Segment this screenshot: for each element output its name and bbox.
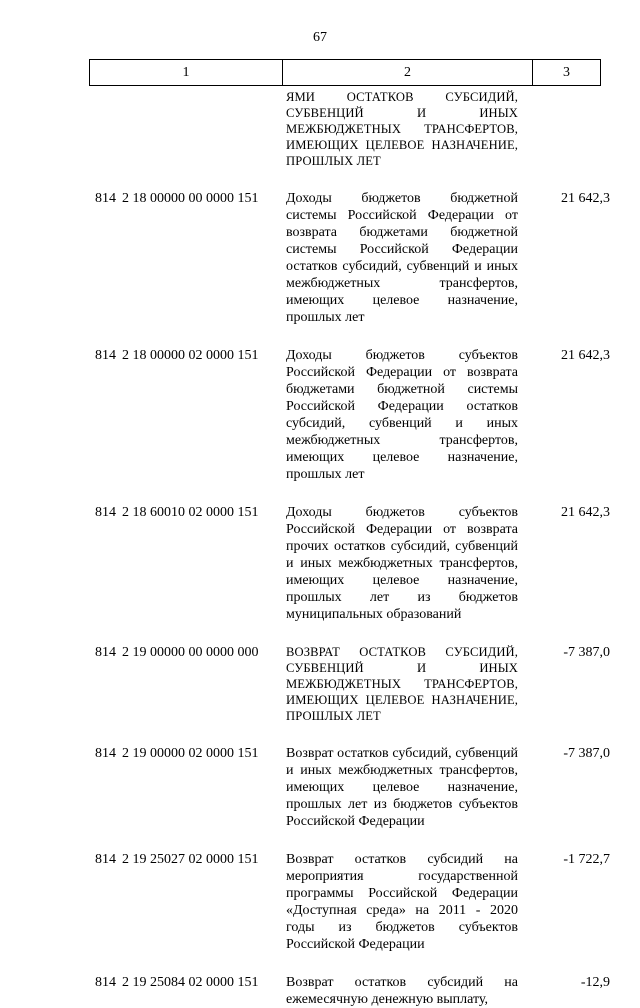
row-value: 21 642,3 (561, 348, 610, 363)
row-name: ЯМИ ОСТАТКОВ СУБСИДИЙ, СУБВЕНЦИЙ И ИНЫХ МЕЖБЮДЖЕТНЫХ ТРАНСФЕРТОВ, ИМЕЮЩИХ ЦЕЛЕВОЕ НАЗНАЧЕНИЕ, ПРОШЛЫХ ЛЕТ (286, 90, 518, 168)
table-body (0, 89, 640, 1008)
table-header (89, 59, 601, 86)
admin-code: 814 (95, 505, 116, 520)
row-code (95, 347, 259, 364)
row-value: 21 642,3 (561, 191, 610, 206)
table-row (0, 347, 640, 483)
row-name: Доходы бюджетов субъектов Российской Федерации от возврата прочих остатков субсидий, субвенций и иных межбюджетных трансфертов, имеющих целевое назначение, прошлых лет из бюджетов муниципальных образований (286, 505, 518, 622)
budget-code: 2 19 25027 02 0000 151 (122, 852, 259, 867)
table-row (0, 974, 640, 1008)
budget-code: 2 18 00000 00 0000 151 (122, 191, 259, 206)
row-name: Возврат остатков субсидий на мероприятия государственной программы Российской Федерации «Доступная среда» на 2011 - 2020 годы из бюджетов субъектов Российской Федерации (286, 852, 518, 952)
row-code (95, 644, 259, 661)
column-header-2: 2 (283, 60, 533, 85)
budget-code: 2 18 00000 02 0000 151 (122, 348, 259, 363)
row-name: Возврат остатков субсидий, субвенций и иных межбюджетных трансфертов, имеющих целевое назначение, прошлых лет из бюджетов субъектов Российской Федерации (286, 746, 518, 829)
table-row (0, 504, 640, 623)
table-row (0, 190, 640, 326)
table-row (0, 644, 640, 724)
budget-code: 2 19 00000 00 0000 000 (122, 645, 259, 660)
row-code (95, 190, 259, 207)
row-code (95, 745, 259, 762)
table-row (0, 745, 640, 830)
row-value: -1 722,7 (563, 852, 610, 867)
row-code (95, 974, 259, 991)
row-code (95, 504, 259, 521)
admin-code: 814 (95, 348, 116, 363)
row-name: Возврат остатков субсидий на ежемесячную денежную выплату, (286, 975, 518, 1007)
row-name: Доходы бюджетов субъектов Российской Федерации от возврата бюджетами бюджетной системы Российской Федерации остатков субсидий, субвенций и иных межбюджетных трансфертов, имеющих целевое назначение, прошлых лет (286, 348, 518, 482)
admin-code: 814 (95, 191, 116, 206)
admin-code: 814 (95, 746, 116, 761)
column-header-3: 3 (563, 64, 570, 80)
row-name: Доходы бюджетов бюджетной системы Российской Федерации от возврата бюджетами бюджетной системы Российской Федерации остатков субсидий, субвенций и иных межбюджетных трансфертов, имеющих целевое назначение, прошлых лет (286, 191, 518, 325)
row-value: -7 387,0 (563, 746, 610, 761)
row-name: ВОЗВРАТ ОСТАТКОВ СУБСИДИЙ, СУБВЕНЦИЙ И ИНЫХ МЕЖБЮДЖЕТНЫХ ТРАНСФЕРТОВ, ИМЕЮЩИХ ЦЕЛЕВОЕ НАЗНАЧЕНИЕ, ПРОШЛЫХ ЛЕТ (286, 645, 518, 723)
table-row (0, 851, 640, 953)
row-value: 21 642,3 (561, 505, 610, 520)
page-number: 67 (313, 30, 327, 45)
budget-code: 2 19 25084 02 0000 151 (122, 975, 259, 990)
column-header-1: 1 (90, 60, 283, 85)
admin-code: 814 (95, 975, 116, 990)
budget-code: 2 19 00000 02 0000 151 (122, 746, 259, 761)
budget-code: 2 18 60010 02 0000 151 (122, 505, 259, 520)
row-value: -12,9 (580, 975, 610, 990)
table-row (0, 89, 640, 169)
row-code (95, 851, 259, 868)
row-value: -7 387,0 (563, 645, 610, 660)
admin-code: 814 (95, 645, 116, 660)
admin-code: 814 (95, 852, 116, 867)
